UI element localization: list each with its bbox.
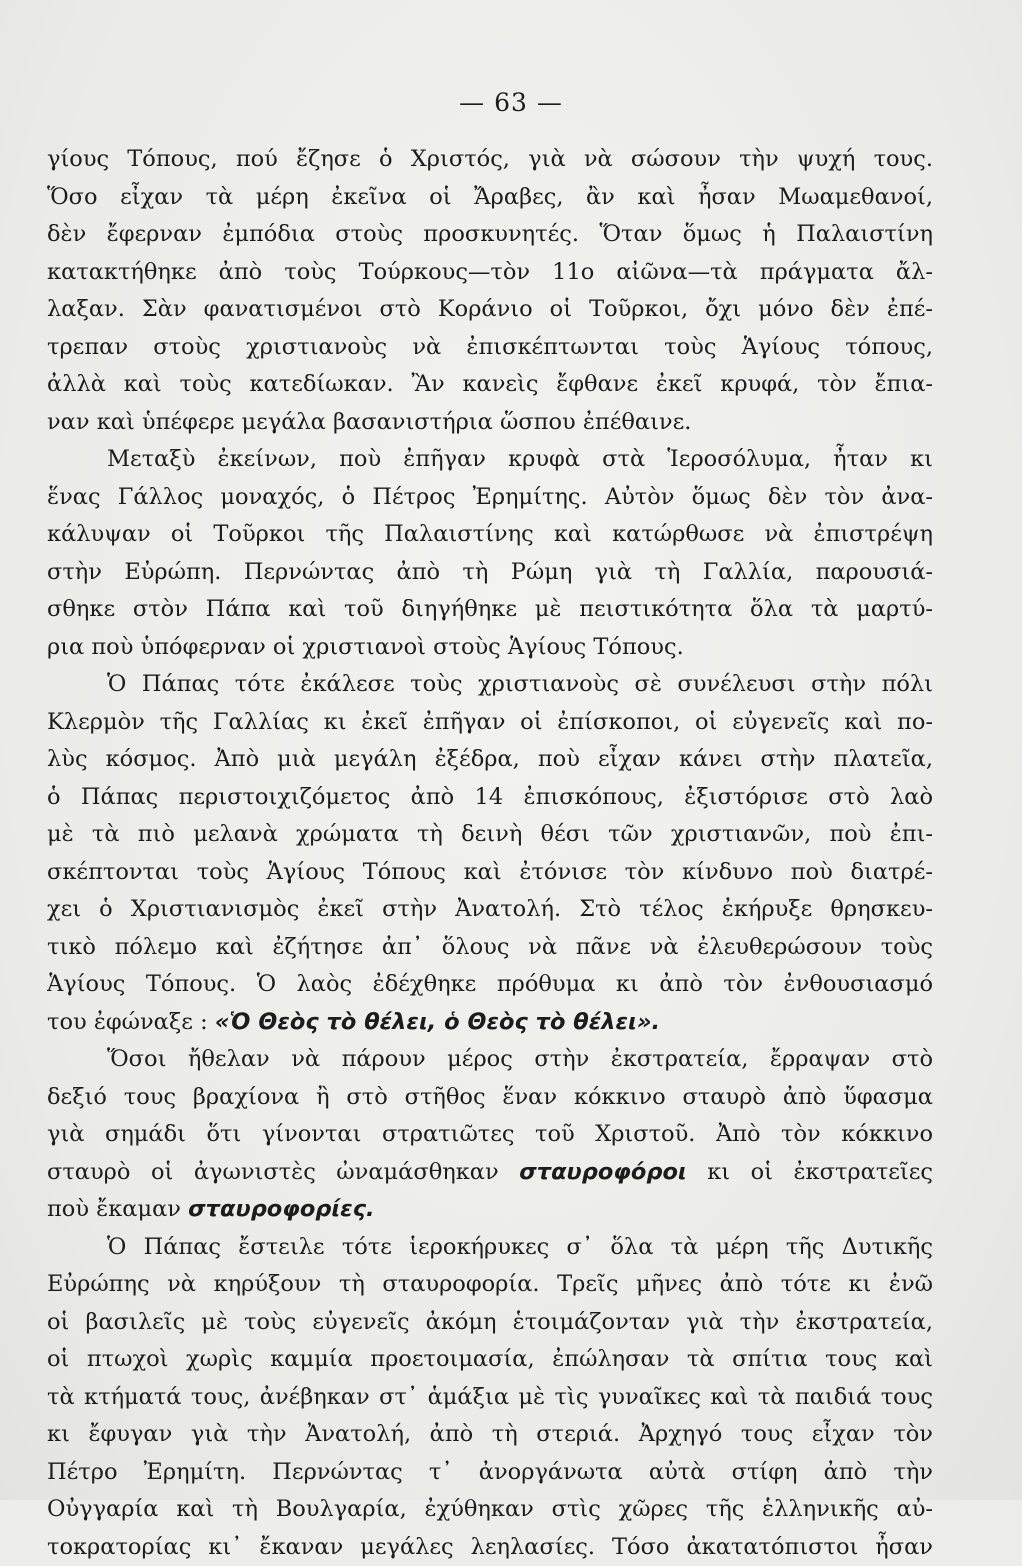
text-segment: ποὺ ἔκαμαν bbox=[47, 1196, 181, 1222]
text-line: λαξαν. Σὰν φανατισμένοι στὸ Κοράνιο οἱ Τοῦρκοι, ὄχι μόνο δὲν ἐπέ- bbox=[47, 291, 933, 329]
text-line: ναν καὶ ὑπέφερε μεγάλα βασανιστήρια ὥσπου ἐπέθαινε. bbox=[47, 404, 933, 442]
body-text bbox=[47, 141, 933, 1566]
text-segment: σταυρὸ οἱ ἀγωνιστὲς ὠναμάσθηκαν bbox=[47, 1159, 499, 1185]
text-line: οἱ πτωχοὶ χωρὶς καμμία προετοιμασία, ἐπώλησαν τὰ σπίτια τους καὶ bbox=[47, 1341, 933, 1379]
text-line: τρεπαν στοὺς χριστιανοὺς νὰ ἐπισκέπτωνται τοὺς Ἁγίους τόπους, bbox=[47, 329, 933, 367]
text-line: δὲν ἔφερναν ἐμπόδια στοὺς προσκυνητές. Ὅταν ὅμως ἡ Παλαιστίνη bbox=[47, 216, 933, 254]
text-line: Οὐγγαρία καὶ τὴ Βουλγαρία, ἐχύθηκαν στὶς χῶρες τῆς ἑλληνικῆς αὐ- bbox=[47, 1491, 933, 1529]
text-line: ἀλλὰ καὶ τοὺς κατεδίωκαν. Ἂν κανεὶς ἔφθανε ἐκεῖ κρυφά, τὸν ἔπια- bbox=[47, 366, 933, 404]
text-line: οἱ βασιλεῖς μὲ τοὺς εὐγενεῖς ἀκόμη ἑτοιμάζονταν γιὰ τὴν ἐκστρατεία, bbox=[47, 1304, 933, 1342]
text-line-with-quote bbox=[47, 1004, 933, 1042]
text-line: τοκρατορίας κι᾽ ἔκαναν μεγάλες λεηλασίες. Τόσο ἀκατατόπιστοι ἦσαν bbox=[47, 1529, 933, 1566]
text-line-with-term bbox=[47, 1154, 933, 1192]
text-line: ἕνας Γάλλος μοναχός, ὁ Πέτρος Ἐρημίτης. Αὐτὸν ὅμως δὲν τὸν ἀνα- bbox=[47, 479, 933, 517]
text-segment: του ἐφώναξε : bbox=[47, 1009, 208, 1035]
paragraph-start: Μεταξὺ ἐκείνων, ποὺ ἐπῆγαν κρυφὰ στὰ Ἱεροσόλυμα, ἦταν κι bbox=[47, 441, 933, 479]
text-line: Ἁγίους Τόπους. Ὁ λαὸς ἐδέχθηκε πρόθυμα κι ἀπὸ τὸν ἐνθουσιασμό bbox=[47, 966, 933, 1004]
text-line: λὺς κόσμος. Ἀπὸ μιὰ μεγάλη ἐξέδρα, ποὺ εἶχαν κάνει στὴν πλατεῖα, bbox=[47, 741, 933, 779]
text-line: κι ἔφυγαν γιὰ τὴν Ἀνατολή, ἀπὸ τὴ στεριά. Ἀρχηγό τους εἶχαν τὸν bbox=[47, 1416, 933, 1454]
text-line: κατακτήθηκε ἀπὸ τοὺς Τούρκους—τὸν 11ο αἰῶνα—τὰ πράγματα ἄλ- bbox=[47, 254, 933, 292]
emphasized-term: σταυροφόροι bbox=[519, 1159, 687, 1185]
text-line-with-term bbox=[47, 1191, 933, 1229]
paragraph-start: Ὁ Πάπας ἔστειλε τότε ἱεροκήρυκες σ᾽ ὅλα τὰ μέρη τῆς Δυτικῆς bbox=[47, 1229, 933, 1267]
text-line: ρια ποὺ ὑπόφερναν οἱ χριστιανοὶ στοὺς Ἁγίους Τόπους. bbox=[47, 629, 933, 667]
text-line: Εὐρώπης νὰ κηρύξουν τὴ σταυροφορία. Τρεῖς μῆνες ἀπὸ τότε κι ἐνῶ bbox=[47, 1266, 933, 1304]
text-line: ὁ Πάπας περιστοιχιζόμετος ἀπὸ 14 ἐπισκόπους, ἐξιστόρισε στὸ λαὸ bbox=[47, 779, 933, 817]
text-line: χει ὁ Χριστιανισμὸς ἐκεῖ στὴν Ἀνατολή. Στὸ τέλος ἐκήρυξε θρησκευ- bbox=[47, 891, 933, 929]
text-line: τὰ κτήματά τους, ἀνέβηκαν στ᾽ ἁμάξια μὲ τὶς γυναῖκες καὶ τὰ παιδιά τους bbox=[47, 1379, 933, 1417]
text-line: Ὅσο εἶχαν τὰ μέρη ἐκεῖνα οἱ Ἄραβες, ἂν καὶ ἦσαν Μωαμεθανοί, bbox=[47, 179, 933, 217]
text-line: γιὰ σημάδι ὅτι γίνονται στρατιῶτες τοῦ Χριστοῦ. Ἀπὸ τὸν κόκκινο bbox=[47, 1116, 933, 1154]
paragraph-start: Ὅσοι ἤθελαν νὰ πάρουν μέρος στὴν ἐκστρατεία, ἔρραψαν στὸ bbox=[47, 1041, 933, 1079]
text-line: γίους Τόπους, πού ἔζησε ὁ Χριστός, γιὰ νὰ σώσουν τὴν ψυχή τους. bbox=[47, 141, 933, 179]
paragraph-start: Ὁ Πάπας τότε ἐκάλεσε τοὺς χριστιανοὺς σὲ συνέλευσι στὴν πόλι bbox=[47, 666, 933, 704]
text-line: στὴν Εὐρώπη. Περνώντας ἀπὸ τὴ Ρώμη γιὰ τὴ Γαλλία, παρουσιά- bbox=[47, 554, 933, 592]
text-line: Κλερμὸν τῆς Γαλλίας κι ἐκεῖ ἐπῆγαν οἱ ἐπίσκοποι, οἱ εὐγενεῖς καὶ πο- bbox=[47, 704, 933, 742]
text-line: μὲ τὰ πιὸ μελανὰ χρώματα τὴ δεινὴ θέσι τῶν χριστιανῶν, ποὺ ἐπι- bbox=[47, 816, 933, 854]
text-segment: κι οἱ ἐκστρατεῖες bbox=[707, 1159, 933, 1185]
text-line: δεξιό τους βραχίονα ἢ στὸ στῆθος ἕναν κόκκινο σταυρὸ ἀπὸ ὕφασμα bbox=[47, 1079, 933, 1117]
text-line: τικὸ πόλεμο καὶ ἐζήτησε ἀπ᾽ ὅλους νὰ πᾶνε νὰ ἐλευθερώσουν τοὺς bbox=[47, 929, 933, 967]
page-number: — 63 — bbox=[0, 88, 1022, 117]
text-line: σθηκε στὸν Πάπα καὶ τοῦ διηγήθηκε μὲ πειστικότητα ὅλα τὰ μαρτύ- bbox=[47, 591, 933, 629]
text-line: Πέτρο Ἐρημίτη. Περνώντας τ᾽ ἀνοργάνωτα αὐτὰ στίφη ἀπὸ τὴν bbox=[47, 1454, 933, 1492]
emphasized-term: σταυροφορίες. bbox=[188, 1196, 374, 1222]
text-line: σκέπτονται τοὺς Ἁγίους Τόπους καὶ ἐτόνισε τὸν κίνδυνο ποὺ διατρέ- bbox=[47, 854, 933, 892]
text-line: κάλυψαν οἱ Τοῦρκοι τῆς Παλαιστίνης καὶ κατώρθωσε νὰ ἐπιστρέψη bbox=[47, 516, 933, 554]
emphasized-quote: «Ὁ Θεὸς τὸ θέλει, ὁ Θεὸς τὸ θέλει». bbox=[215, 1009, 660, 1035]
